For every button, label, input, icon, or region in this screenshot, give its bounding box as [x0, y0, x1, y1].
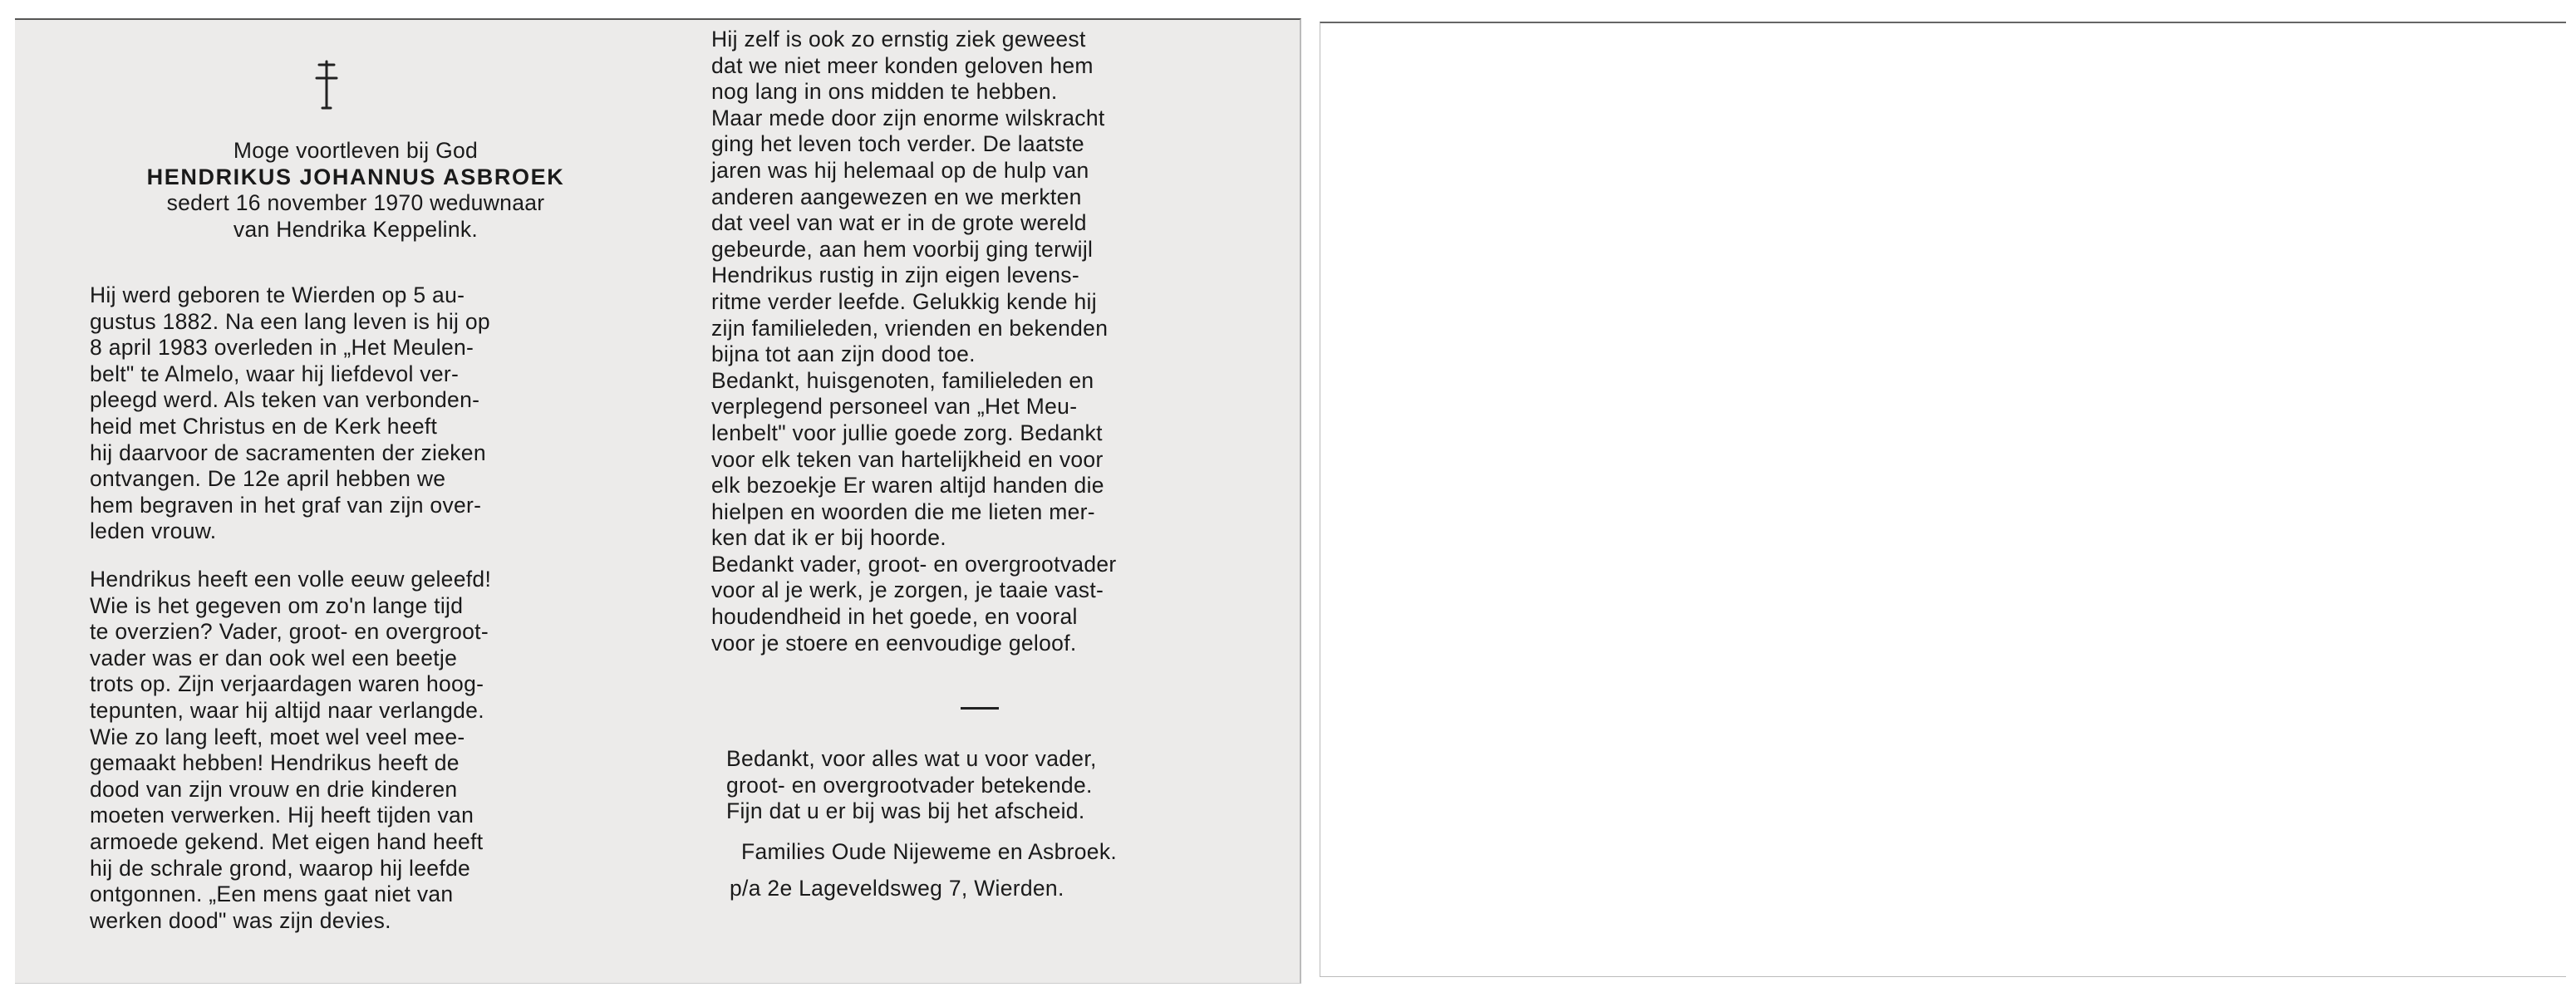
- closing-thanks: [726, 746, 1241, 825]
- text-line: ontgonnen. „Een mens gaat niet van: [90, 882, 454, 907]
- text-line: anderen aangewezen en we merkten: [711, 184, 1082, 209]
- intro-line: van Hendrika Keppelink.: [233, 216, 479, 242]
- text-line: hem begraven in het graf van zijn over-: [90, 492, 482, 518]
- paragraph-thanks-family: [711, 27, 1227, 656]
- text-line: tepunten, waar hij altijd naar verlangde.: [90, 697, 484, 723]
- text-line: voor elk teken van hartelijkheid en voor: [711, 446, 1104, 472]
- intro-line: sedert 16 november 1970 weduwnaar: [166, 190, 545, 216]
- text-line: Hij werd geboren te Wierden op 5 au-: [90, 282, 465, 307]
- text-line: gemaakt hebben! Hendrikus heeft de: [90, 750, 460, 776]
- text-line: voor al je werk, je zorgen, je taaie vast-: [711, 577, 1104, 603]
- text-line: Bedankt vader, groot- en overgrootvader: [711, 551, 1117, 577]
- text-line: houdendheid in het goede, en vooral: [711, 604, 1078, 630]
- text-line: dat veel van wat er in de grote wereld: [711, 210, 1087, 236]
- text-line: Bedankt, voor alles wat u voor vader,: [726, 746, 1097, 771]
- paragraph-life: [90, 567, 622, 934]
- text-line: elk bezoekje Er waren altijd handen die: [711, 473, 1104, 498]
- text-line: gebeurde, aan hem voorbij ging terwijl: [711, 236, 1094, 262]
- text-line: dood van zijn vrouw en drie kinderen: [90, 776, 458, 802]
- text-line: jaren was hij helemaal op de hulp van: [711, 157, 1089, 183]
- families-line: Families Oude Nijeweme en Asbroek.: [741, 839, 1118, 864]
- text-line: armoede gekend. Met eigen hand heeft: [90, 828, 484, 854]
- address-line: p/a 2e Lageveldsweg 7, Wierden.: [730, 876, 1064, 901]
- address: [730, 876, 1245, 902]
- text-line: zijn familieleden, vrienden en bekenden: [711, 315, 1109, 341]
- intro-line: Moge voortleven bij God: [233, 138, 479, 163]
- text-line: Maar mede door zijn enorme wilskracht: [711, 105, 1105, 130]
- text-line: bijna tot aan zijn dood toe.: [711, 341, 976, 367]
- text-line: ken dat ik er bij hoorde.: [711, 525, 946, 551]
- text-line: hij daarvoor de sacramenten der zieken: [90, 440, 486, 465]
- text-line: dat we niet meer konden geloven hem: [711, 52, 1094, 78]
- family-signature: [741, 839, 1256, 866]
- text-line: werken dood" was zijn devies.: [90, 907, 391, 933]
- text-line: vader was er dan ook wel een beetje: [90, 645, 458, 670]
- memorial-intro: [90, 138, 622, 243]
- text-line: pleegd werd. Als teken van verbonden-: [90, 387, 480, 413]
- text-line: ontvangen. De 12e april hebben we: [90, 466, 446, 492]
- text-line: Bedankt, huisgenoten, familieleden en: [711, 367, 1094, 393]
- text-line: Wie is het gegeven om zo'n lange tijd: [90, 592, 464, 618]
- text-line: Wie zo lang leeft, moet wel veel mee-: [90, 724, 465, 749]
- text-line: hielpen en woorden die me lieten mer-: [711, 498, 1095, 524]
- paragraph-birth-death: [90, 282, 622, 545]
- text-line: verplegend personeel van „Het Meu-: [711, 394, 1078, 420]
- text-line: Hij zelf is ook zo ernstig ziek geweest: [711, 27, 1086, 52]
- text-line: voor je stoere en eenvoudige geloof.: [711, 630, 1077, 656]
- text-line: nog lang in ons midden te hebben.: [711, 79, 1058, 105]
- text-line: ging het leven toch verder. De laatste: [711, 131, 1084, 157]
- deceased-name: HENDRIKUS JOHANNUS ASBROEK: [146, 164, 565, 189]
- text-line: Hendrikus heeft een volle eeuw geleefd!: [90, 567, 492, 592]
- text-line: moeten verwerken. Hij heeft tijden van: [90, 803, 474, 828]
- text-line: heid met Christus en de Kerk heeft: [90, 413, 438, 439]
- cross-icon: [310, 60, 343, 110]
- text-line: hij de schrale grond, waarop hij leefde: [90, 855, 471, 881]
- memorial-card-inside: [15, 18, 1301, 984]
- text-line: belt" te Almelo, waar hij liefdevol ver-: [90, 361, 460, 386]
- text-line: trots op. Zijn verjaardagen waren hoog-: [90, 671, 484, 697]
- text-line: te overzien? Vader, groot- en overgroot-: [90, 619, 489, 645]
- text-line: groot- en overgrootvader betekende.: [726, 772, 1093, 798]
- text-line: leden vrouw.: [90, 518, 217, 544]
- text-line: gustus 1882. Na een lang leven is hij op: [90, 308, 490, 334]
- text-line: 8 april 1983 overleden in „Het Meulen-: [90, 335, 474, 361]
- text-line: Fijn dat u er bij was bij het afscheid.: [726, 798, 1085, 824]
- text-line: ritme verder leefde. Gelukkig kende hij: [711, 288, 1097, 314]
- text-line: Hendrikus rustig in zijn eigen levens-: [711, 263, 1079, 288]
- blank-page: [1320, 22, 2566, 977]
- text-line: lenbelt" voor jullie goede zorg. Bedankt: [711, 420, 1103, 445]
- divider: [961, 707, 999, 710]
